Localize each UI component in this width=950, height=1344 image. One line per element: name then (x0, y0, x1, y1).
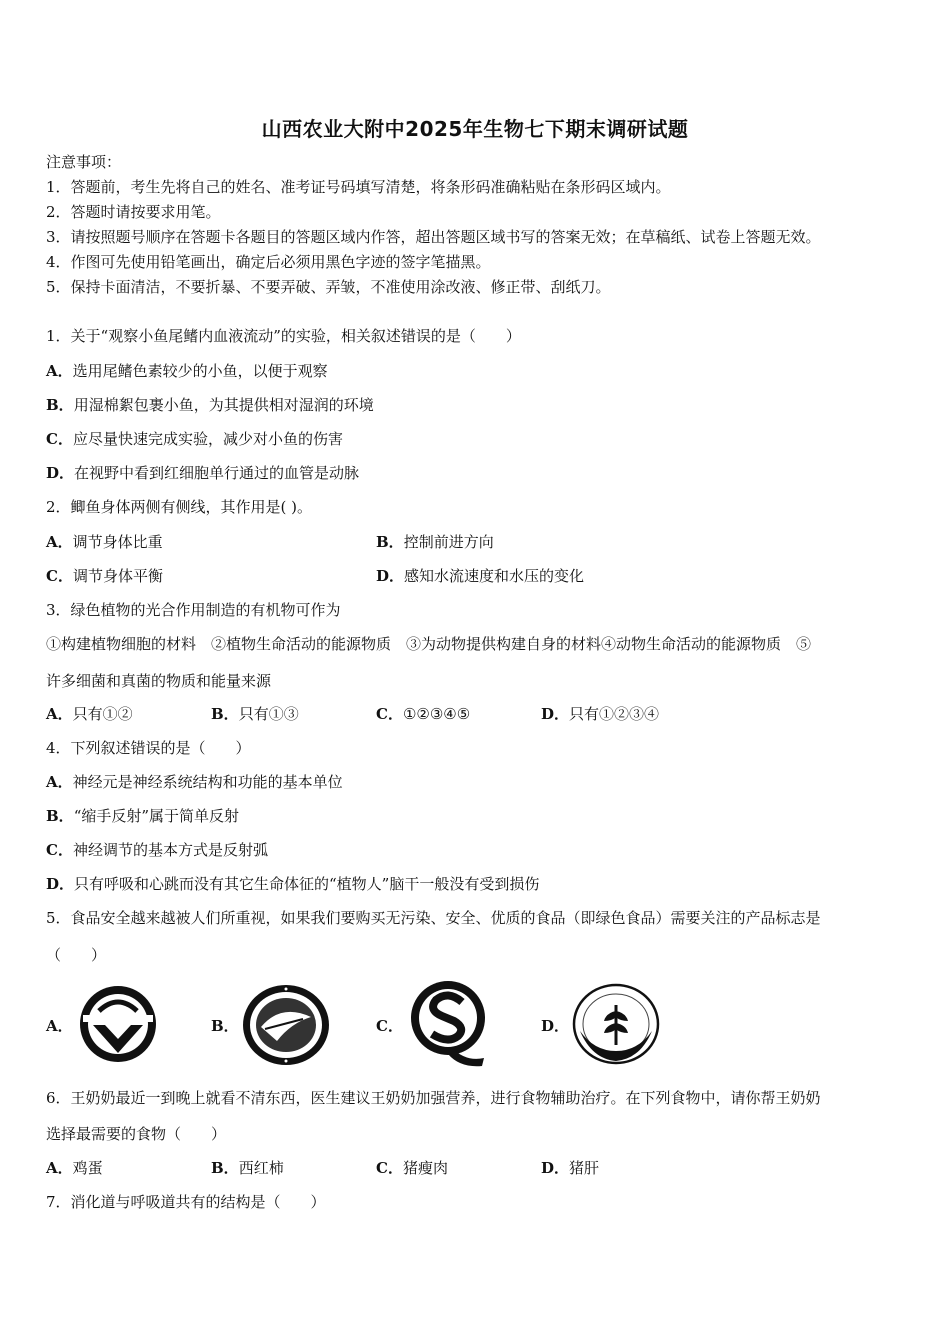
question-6-stem-cont: 选择最需要的食物（ ） (46, 1125, 227, 1143)
notice-item-5: 5．保持卡面清洁，不要折暴、不要弄破、弄皱，不准使用涂改液、修正带、刮纸刀。 (46, 278, 611, 296)
question-1-stem: 1．关于“观察小鱼尾鳍内血液流动”的实验，相关叙述错误的是（ ） (46, 327, 521, 345)
notice-item-4: 4．作图可先使用铅笔画出，确定后必须用黑色字迹的签字笔描黑。 (46, 253, 491, 271)
q3-option-b: B．只有①③ (211, 705, 299, 723)
green-food-seal-logo-icon (241, 983, 331, 1067)
q6-option-b: B．西红柿 (211, 1159, 284, 1177)
question-7-stem: 7．消化道与呼吸道共有的结构是（ ） (46, 1193, 326, 1211)
q5-option-c-label: C． (376, 1017, 403, 1035)
q2-option-b: B．控制前进方向 (376, 533, 494, 551)
q4-option-b: B．“缩手反射”属于简单反射 (46, 807, 240, 825)
q2-option-d: D．感知水流速度和水压的变化 (376, 567, 585, 585)
q6-option-d: D．猪肝 (541, 1159, 600, 1177)
q3-option-c: C．①②③④⑤ (376, 705, 471, 723)
page-title: 山西农业大附中2025年生物七下期末调研试题 (261, 117, 689, 141)
question-3-stem: 3．绿色植物的光合作用制造的有机物可作为 (46, 601, 341, 619)
notice-item-1: 1．答题前，考生先将自己的姓名、准考证号码填写清楚，将条形码准确粘贴在条形码区域内。 (46, 178, 671, 196)
notice-heading: 注意事项： (46, 153, 122, 171)
q5-option-a-label: A． (46, 1017, 73, 1035)
question-3-items: ①构建植物细胞的材料 ②植物生命活动的能源物质 ③为动物提供构建自身的材料④动物生命活动的能源物质 ⑤ (46, 635, 812, 653)
qs-mark-logo-icon (408, 978, 488, 1068)
q2-option-a: A．调节身体比重 (46, 533, 163, 551)
q3-option-a: A．只有①② (46, 705, 133, 723)
question-5-paren: （ ） (46, 946, 107, 964)
question-3-items-cont: 许多细菌和真菌的物质和能量来源 (46, 672, 272, 690)
notice-item-2: 2．答题时请按要求用笔。 (46, 203, 221, 221)
q1-option-a: A．选用尾鳍色素较少的小鱼，以便于观察 (46, 362, 328, 380)
q3-option-d: D．只有①②③④ (541, 705, 660, 723)
q4-option-c: C．神经调节的基本方式是反射弧 (46, 841, 268, 859)
q4-option-d: D．只有呼吸和心跳而没有其它生命体征的“植物人”脑干一般没有受到损伤 (46, 875, 540, 893)
organic-food-logo-icon (572, 983, 660, 1065)
q5-option-b-label: B． (211, 1017, 239, 1035)
question-5-stem: 5．食品安全越来越被人们所重视，如果我们要购买无污染、安全、优质的食品（即绿色食品）需要关注的产品标志是 (46, 909, 821, 927)
q1-option-c: C．应尽量快速完成实验，减少对小鱼的伤害 (46, 430, 343, 448)
question-6-stem: 6．王奶奶最近一到晚上就看不清东西，医生建议王奶奶加强营养，进行食物辅助治疗。在下列食物中，请你帮王奶奶 (46, 1089, 821, 1107)
question-4-stem: 4．下列叙述错误的是（ ） (46, 739, 251, 757)
q1-option-d: D．在视野中看到红细胞单行通过的血管是动脉 (46, 464, 360, 482)
q2-option-c: C．调节身体平衡 (46, 567, 163, 585)
quality-mark-logo-icon (77, 983, 159, 1065)
q5-option-d-label: D． (541, 1017, 570, 1035)
question-2-stem: 2．鲫鱼身体两侧有侧线，其作用是( )。 (46, 498, 313, 516)
q6-option-c: C．猪瘦肉 (376, 1159, 448, 1177)
notice-item-3: 3．请按照题号顺序在答题卡各题目的答题区域内作答，超出答题区域书写的答案无效；在草稿纸、试卷上答题无效。 (46, 228, 821, 246)
q6-option-a: A．鸡蛋 (46, 1159, 103, 1177)
q1-option-b: B．用湿棉絮包裹小鱼，为其提供相对湿润的环境 (46, 396, 374, 414)
q4-option-a: A．神经元是神经系统结构和功能的基本单位 (46, 773, 343, 791)
